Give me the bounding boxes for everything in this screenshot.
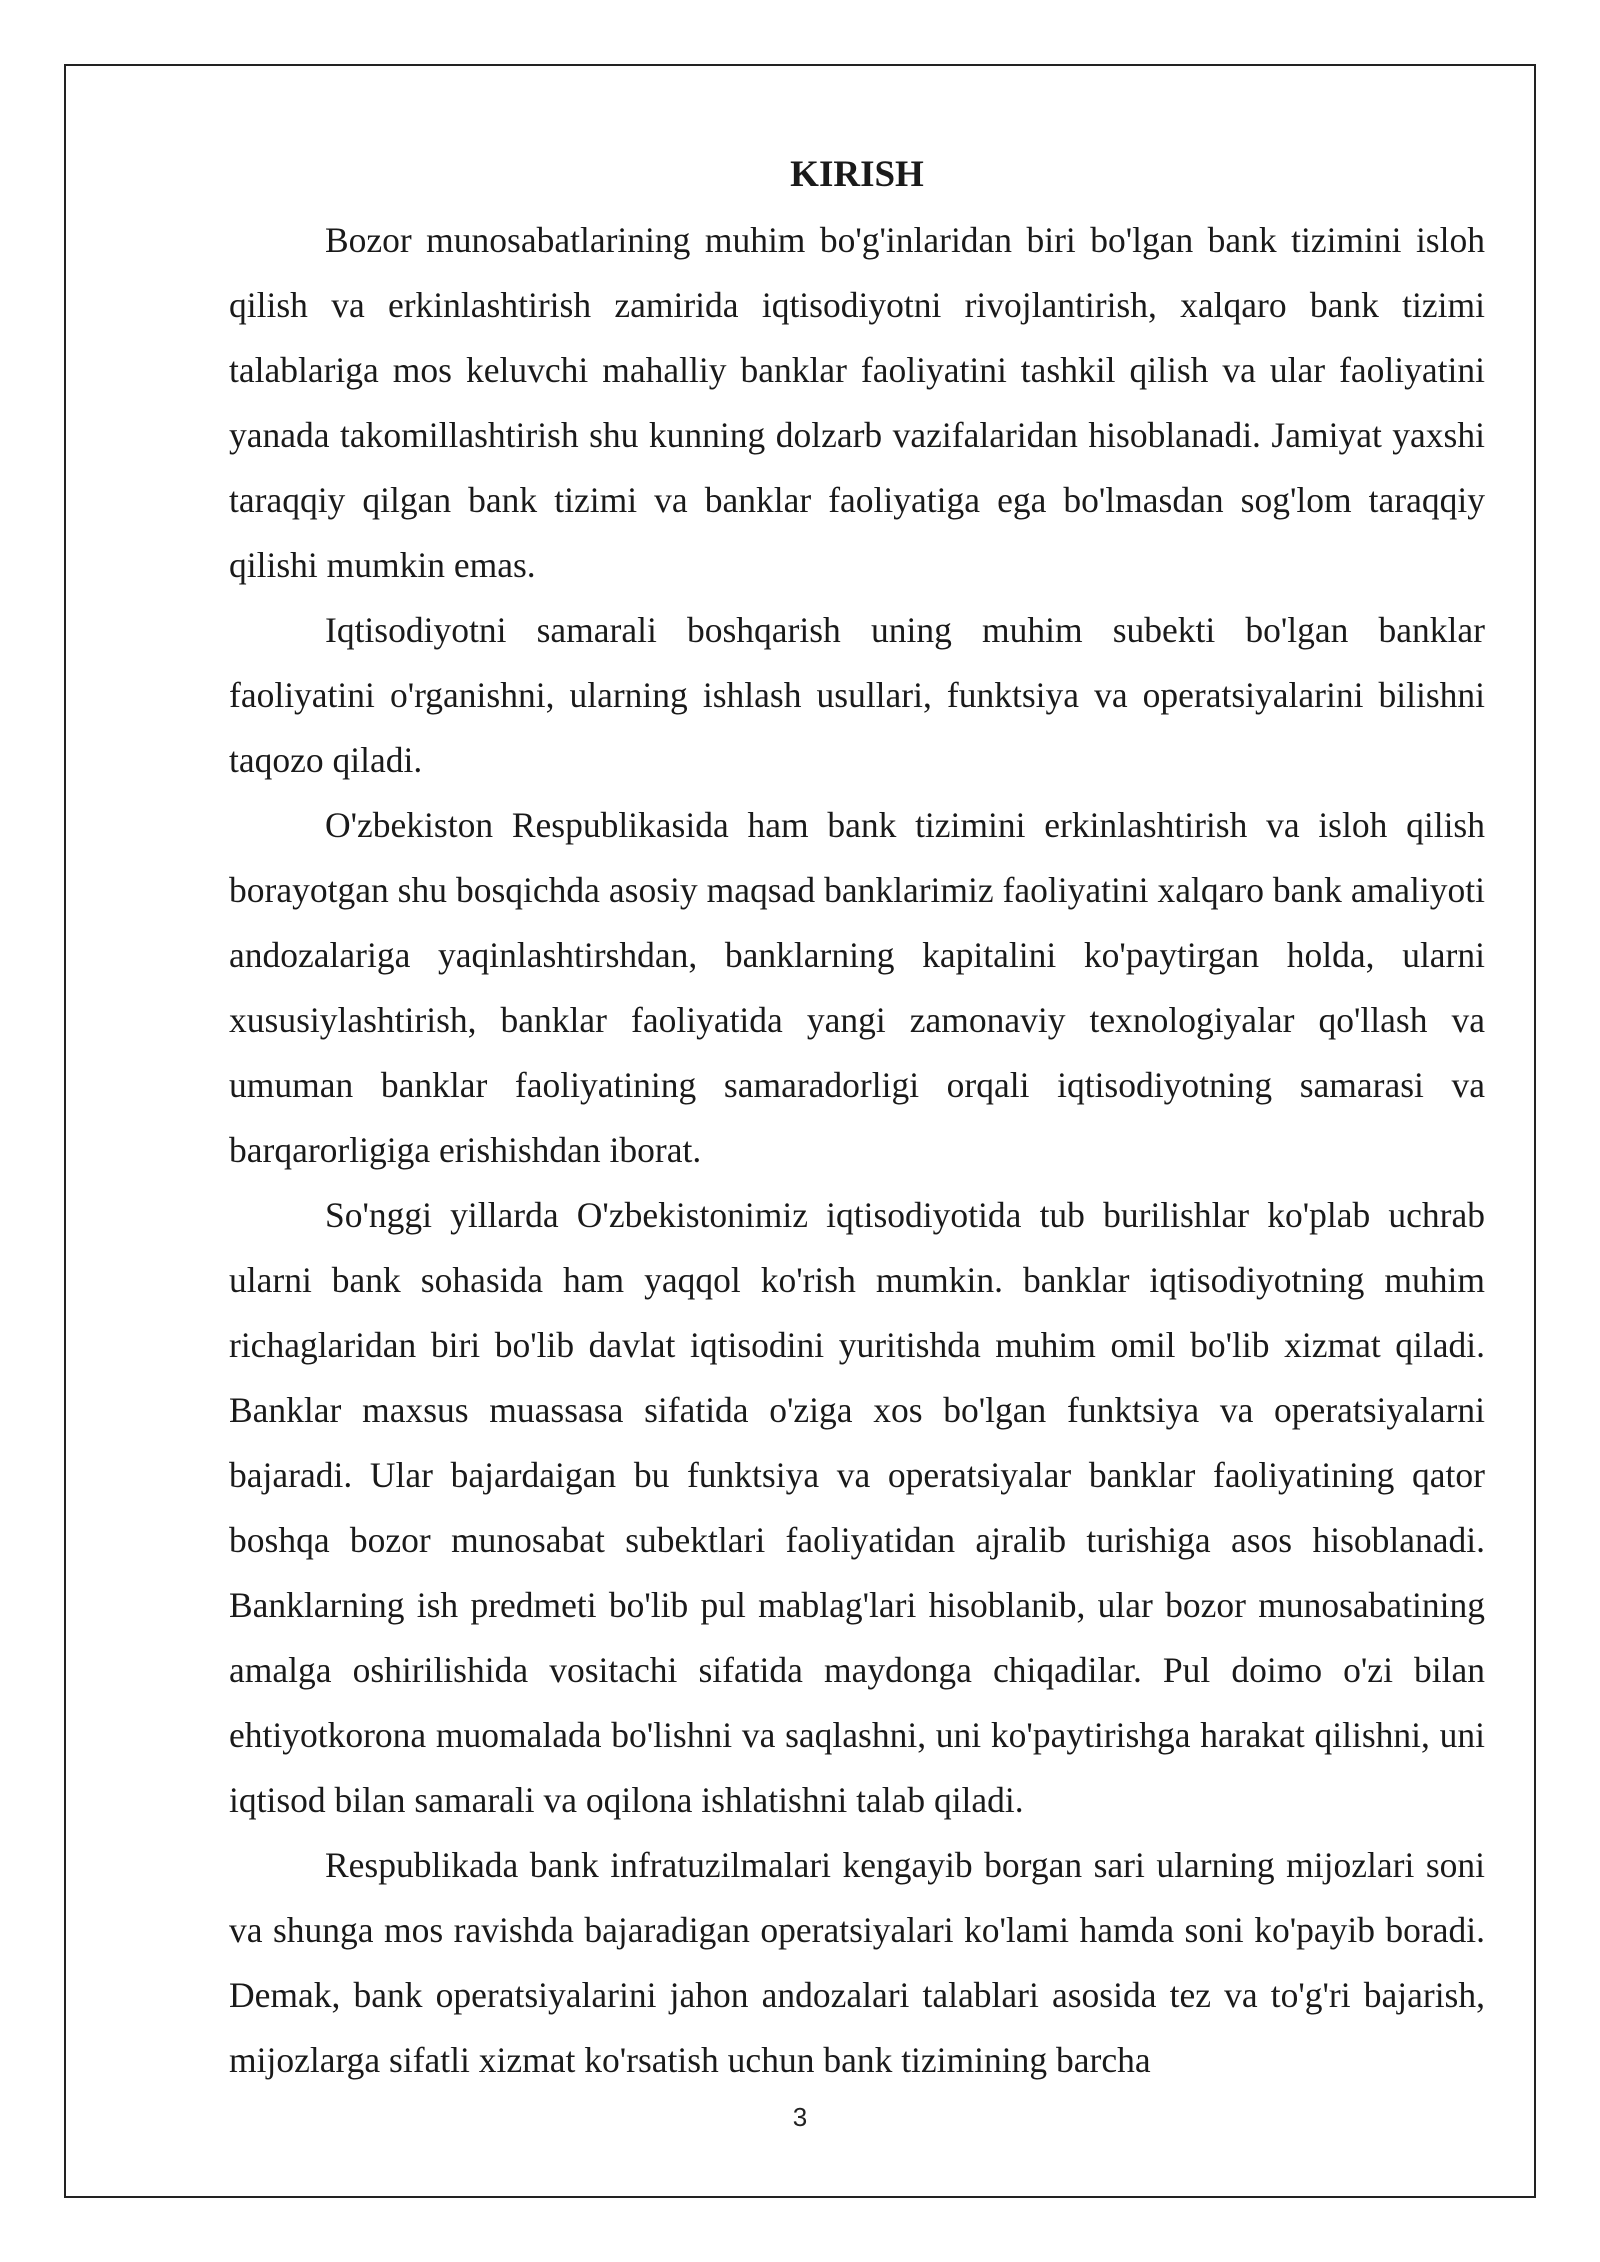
paragraph-2: Iqtisodiyotni samarali boshqarish uning muhim subekti bo'lgan banklar faoliyatini o'rganishni, ularning ishlash usullari, funktsiya va operatsiyalarini bilishni taqozo qiladi. bbox=[229, 610, 1485, 780]
paragraph-1: Bozor munosabatlarining muhim bo'g'inlaridan biri bo'lgan bank tizimini isloh qilish va erkinlashtirish zamirida iqtisodiyotni rivojlantirish, xalqaro bank tizimi talablariga mos keluvchi mahalliy banklar faoliyatini tashkil qilish va ular faoliyatini yanada takomillashtirish shu kunning dolzarb vazifalaridan hisoblanadi. Jamiyat yaxshi taraqqiy qilgan bank tizimi va banklar faoliyatiga ega bo'lmasdan sog'lom taraqqiy qilishi mumkin emas. bbox=[229, 220, 1485, 585]
document-title: KIRISH bbox=[790, 154, 924, 195]
paragraph-3: O'zbekiston Respublikasida ham bank tizimini erkinlashtirish va isloh qilish borayotgan shu bosqichda asosiy maqsad banklarimiz faoliyatini xalqaro bank amaliyoti andozalariga yaqinlashtirshdan, banklarning kapitalini ko'paytirgan holda, ularni xususiylashtirish, banklar faoliyatida yangi zamonaviy texnologiyalar qo'llash va umuman banklar faoliyatining samaradorligi orqali iqtisodiyotning samarasi va barqarorligiga erishishdan iborat. bbox=[229, 805, 1485, 1170]
paragraph-5: Respublikada bank infratuzilmalari kengayib borgan sari ularning mijozlari soni va shunga mos ravishda bajaradigan operatsiyalari ko'lami hamda soni ko'payib boradi. Demak, bank operatsiyalarini jahon andozalari talablari asosida tez va to'g'ri bajarish, mijozlarga sifatli xizmat ko'rsatish uchun bank tizimining barcha bbox=[229, 1845, 1485, 2080]
paragraph-4: So'nggi yillarda O'zbekistonimiz iqtisodiyotida tub burilishlar ko'plab uchrab ularni bank sohasida ham yaqqol ko'rish mumkin. banklar iqtisodiyotning muhim richaglaridan biri bo'lib davlat iqtisodini yuritishda muhim omil bo'lib xizmat qiladi. Banklar maxsus muassasa sifatida o'ziga xos bo'lgan funktsiya va operatsiyalarni bajaradi. Ular bajardaigan bu funktsiya va operatsiyalar banklar faoliyatining qator boshqa bozor munosabat subektlari faoliyatidan ajralib turishiga asos hisoblanadi. Banklarning ish predmeti bo'lib pul mablag'lari hisoblanib, ular bozor munosabatining amalga oshirilishida vositachi sifatida maydonga chiqadilar. Pul doimo o'zi bilan ehtiyotkorona muomalada bo'lishni va saqlashni, uni ko'paytirishga harakat qilishni, uni iqtisod bilan samarali va oqilona ishlatishni talab qiladi. bbox=[229, 1195, 1485, 1820]
page-number: 3 bbox=[792, 2102, 808, 2132]
document-body bbox=[229, 150, 1485, 2093]
